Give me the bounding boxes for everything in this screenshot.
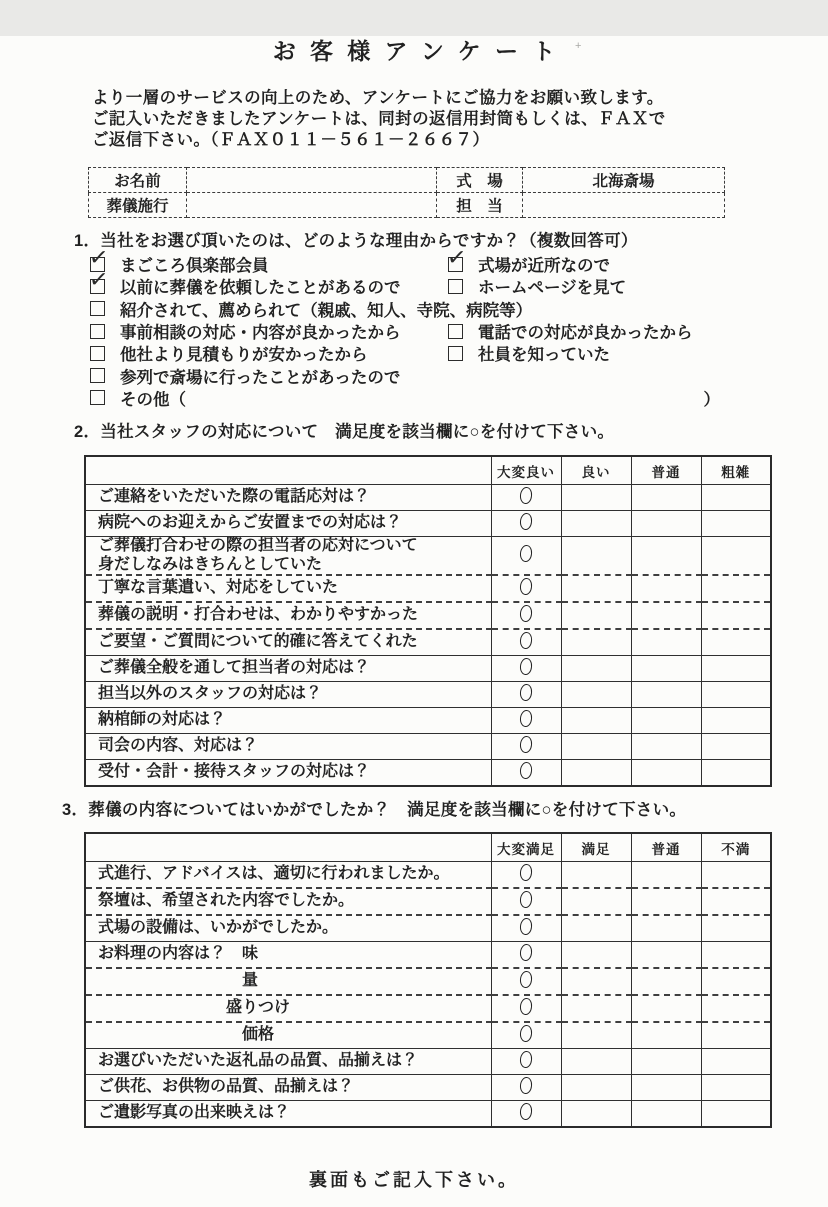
- question-cell: [85, 995, 491, 1022]
- rating-cell[interactable]: [491, 682, 561, 708]
- rating-cell[interactable]: [561, 915, 631, 942]
- question-cell: [85, 1022, 491, 1049]
- circle-mark: [519, 545, 532, 563]
- circle-mark: [519, 684, 532, 702]
- choice-option: [448, 341, 610, 365]
- rating-cell[interactable]: [701, 760, 771, 787]
- rating-cell[interactable]: [631, 888, 701, 915]
- question-cell: [85, 968, 491, 995]
- rating-cell[interactable]: [631, 1022, 701, 1049]
- rating-cell[interactable]: [631, 915, 701, 942]
- rating-cell[interactable]: [491, 602, 561, 629]
- circle-mark: [519, 1025, 532, 1043]
- choice-label: 紹介されて、薦められて（親戚、知人、寺院、病院等）: [120, 301, 533, 320]
- circle-mark: [519, 762, 532, 780]
- rating-cell[interactable]: [491, 1075, 561, 1101]
- rating-column-header: 満足: [561, 833, 631, 862]
- check-icon: ✓: [87, 242, 110, 271]
- choice-label: 電話での対応が良かったから: [478, 324, 693, 343]
- circle-mark: [519, 487, 532, 505]
- rating-cell[interactable]: [561, 995, 631, 1022]
- rating-row: [85, 511, 771, 537]
- rating-cell[interactable]: [701, 682, 771, 708]
- rating-cell[interactable]: [631, 511, 701, 537]
- rating-row: [85, 760, 771, 787]
- rating-cell[interactable]: [701, 1049, 771, 1075]
- choice-label: 以前に葬儀を依頼したことがあるので: [120, 279, 401, 298]
- rating-cell[interactable]: [561, 682, 631, 708]
- info-row: [89, 193, 725, 218]
- rating-row: [85, 537, 771, 576]
- question-cell: [85, 888, 491, 915]
- rating-row: [85, 862, 771, 889]
- rating-cell[interactable]: [561, 485, 631, 511]
- rating-cell[interactable]: [561, 760, 631, 787]
- check-icon: ✓: [445, 242, 468, 271]
- rating-cell[interactable]: [561, 1075, 631, 1101]
- checkbox[interactable]: [448, 279, 463, 294]
- question-text: 担当以外のスタッフの対応は？: [98, 685, 323, 703]
- rating-cell[interactable]: [701, 888, 771, 915]
- rating-cell[interactable]: [631, 1101, 701, 1128]
- choice-label: 事前相談の対応・内容が良かったから: [120, 324, 401, 343]
- rating-cell[interactable]: [701, 734, 771, 760]
- question-cell: [85, 734, 491, 760]
- rating-cell[interactable]: [491, 485, 561, 511]
- intro-paragraph: [92, 88, 828, 151]
- question-cell: [85, 575, 491, 602]
- choice-row: [90, 320, 738, 342]
- question-cell: [85, 942, 491, 969]
- rating-cell[interactable]: [701, 968, 771, 995]
- rating-column-header: 普通: [631, 833, 701, 862]
- checkbox[interactable]: [448, 324, 463, 339]
- question-text: 病院へのお迎えからご安置までの対応は？: [98, 514, 403, 532]
- question-text: お料理の内容は？ 味: [98, 945, 259, 963]
- circle-mark: [519, 578, 532, 596]
- intro-line: ご返信下さい。（ＦＡＸ０１１－５６１－２６６７）: [92, 131, 490, 149]
- staff-rating-table: [84, 455, 772, 787]
- choice-option: [90, 386, 448, 410]
- choice-label: その他（: [120, 390, 186, 409]
- rating-column-header: 大変良い: [491, 456, 561, 485]
- rating-cell[interactable]: [631, 1049, 701, 1075]
- rating-header-row: [85, 456, 771, 485]
- question-cell: [85, 760, 491, 787]
- rating-cell[interactable]: [701, 1075, 771, 1101]
- rating-cell[interactable]: [561, 708, 631, 734]
- rating-cell[interactable]: [491, 656, 561, 682]
- circle-mark: [519, 1103, 532, 1121]
- rating-cell[interactable]: [701, 511, 771, 537]
- page-title: お客様アンケート: [272, 38, 570, 64]
- other-close-paren: ）: [703, 390, 720, 409]
- rating-row: [85, 888, 771, 915]
- rating-column-header: 大変満足: [491, 833, 561, 862]
- rating-cell[interactable]: [631, 682, 701, 708]
- question-cell: [85, 511, 491, 537]
- circle-mark: [519, 891, 532, 909]
- rating-row: [85, 1101, 771, 1128]
- question-cell: [85, 629, 491, 656]
- rating-cell[interactable]: [561, 942, 631, 969]
- rating-header-row: [85, 833, 771, 862]
- rating-row: [85, 1049, 771, 1075]
- rating-cell[interactable]: [491, 629, 561, 656]
- rating-row: [85, 629, 771, 656]
- rating-cell[interactable]: [561, 888, 631, 915]
- rating-cell[interactable]: [491, 708, 561, 734]
- rating-cell[interactable]: [701, 1022, 771, 1049]
- choice-option: [90, 364, 448, 388]
- rating-row: [85, 656, 771, 682]
- rating-row: [85, 1022, 771, 1049]
- rating-row: [85, 708, 771, 734]
- rating-row: [85, 734, 771, 760]
- info-label: お名前: [89, 168, 187, 193]
- circle-mark: [519, 513, 532, 531]
- info-value-field[interactable]: 北海斎場: [523, 168, 725, 193]
- checkbox[interactable]: [90, 368, 105, 383]
- checkbox[interactable]: [448, 346, 463, 361]
- question-cell: [85, 708, 491, 734]
- question-text: 司会の内容、対応は？: [98, 737, 259, 755]
- rating-cell[interactable]: [491, 575, 561, 602]
- choice-option: [445, 242, 610, 276]
- rating-row: [85, 995, 771, 1022]
- rating-cell[interactable]: [631, 760, 701, 787]
- choice-label: 式場が近所なので: [478, 257, 610, 276]
- rating-cell[interactable]: [631, 537, 701, 576]
- rating-row: [85, 575, 771, 602]
- rating-column-header: 良い: [561, 456, 631, 485]
- question-cell: [85, 915, 491, 942]
- question-cell: [85, 1075, 491, 1101]
- choice-option: [90, 341, 448, 365]
- question-text: 丁寧な言葉遣い、対応をしていた: [98, 579, 339, 597]
- checkbox[interactable]: [445, 242, 468, 272]
- question-cell: [85, 485, 491, 511]
- rating-cell[interactable]: [561, 602, 631, 629]
- rating-cell[interactable]: [701, 708, 771, 734]
- check-icon: ✓: [87, 265, 110, 293]
- rating-cell[interactable]: [491, 734, 561, 760]
- question-text: 式場の設備は、いかがでしたか。: [98, 919, 339, 937]
- rating-cell[interactable]: [561, 734, 631, 760]
- question-text: ご連絡をいただいた際の電話応対は？: [98, 488, 371, 506]
- rating-cell[interactable]: [701, 1101, 771, 1128]
- respondent-info-table: [88, 167, 725, 218]
- choice-option: [448, 319, 693, 343]
- circle-mark: [519, 710, 532, 728]
- rating-cell[interactable]: [701, 862, 771, 889]
- rating-cell[interactable]: [491, 511, 561, 537]
- rating-row: [85, 682, 771, 708]
- checkbox[interactable]: [90, 301, 105, 316]
- rating-cell[interactable]: [491, 942, 561, 969]
- question-cell: [85, 862, 491, 889]
- rating-column-header: 粗雑: [701, 456, 771, 485]
- circle-mark: [519, 605, 532, 623]
- rating-cell[interactable]: [701, 629, 771, 656]
- question-text: お選びいただいた返礼品の品質、品揃えは？: [98, 1052, 419, 1070]
- question-cell: [85, 537, 491, 576]
- question-cell: [85, 682, 491, 708]
- question-text: 盛りつけ: [98, 999, 291, 1017]
- checkbox[interactable]: [90, 346, 105, 361]
- rating-row: [85, 1075, 771, 1101]
- choice-label: まごころ倶楽部会員: [120, 257, 269, 276]
- choice-option: [448, 274, 626, 298]
- question-text: ご供花、お供物の品質、品揃えは？: [98, 1078, 355, 1096]
- rating-cell[interactable]: [561, 629, 631, 656]
- choice-option: [90, 297, 533, 321]
- rating-cell[interactable]: [491, 888, 561, 915]
- question3-heading: 3．葬儀の内容についてはいかがでしたか？ 満足度を該当欄に○を付けて下さい。: [62, 801, 687, 820]
- circle-mark: [519, 864, 532, 882]
- question-text: 量: [98, 972, 259, 990]
- question-column-header: [85, 833, 491, 862]
- choice-row: [90, 342, 738, 364]
- rating-cell[interactable]: [491, 1049, 561, 1075]
- footer-note: 裏面もご記入下さい。: [309, 1170, 519, 1191]
- scan-artifact-plus: +: [575, 40, 582, 52]
- question-text: 祭壇は、希望された内容でしたか。: [98, 892, 355, 910]
- checkbox[interactable]: [90, 390, 105, 405]
- rating-cell[interactable]: [631, 575, 701, 602]
- circle-mark: [519, 632, 532, 650]
- rating-cell[interactable]: [491, 968, 561, 995]
- choice-label: 他社より見積もりが安かったから: [120, 346, 368, 365]
- question-text: 受付・会計・接待スタッフの対応は？: [98, 763, 371, 781]
- rating-row: [85, 915, 771, 942]
- question-text: 納棺師の対応は？: [98, 711, 227, 729]
- question-cell: [85, 1049, 491, 1075]
- circle-mark: [519, 736, 532, 754]
- choice-label: 社員を知っていた: [478, 346, 610, 365]
- rating-cell[interactable]: [561, 511, 631, 537]
- intro-line: より一層のサービスの向上のため、アンケートにご協力をお願い致します。: [92, 89, 664, 107]
- circle-mark: [519, 658, 532, 676]
- rating-cell[interactable]: [561, 1101, 631, 1128]
- choice-option: [90, 319, 448, 343]
- rating-cell[interactable]: [631, 942, 701, 969]
- checkbox[interactable]: [87, 265, 110, 294]
- choice-row: [90, 387, 738, 409]
- rating-row: [85, 942, 771, 969]
- rating-cell[interactable]: [491, 760, 561, 787]
- rating-cell[interactable]: [701, 915, 771, 942]
- rating-column-header: 普通: [631, 456, 701, 485]
- question-cell: [85, 1101, 491, 1128]
- choice-row: [90, 364, 738, 386]
- rating-row: [85, 485, 771, 511]
- rating-cell[interactable]: [631, 656, 701, 682]
- choice-row: [90, 298, 738, 320]
- rating-cell[interactable]: [561, 656, 631, 682]
- rating-cell[interactable]: [631, 602, 701, 629]
- checkbox[interactable]: [90, 324, 105, 339]
- circle-mark: [519, 1077, 532, 1095]
- rating-cell[interactable]: [631, 995, 701, 1022]
- rating-cell[interactable]: [491, 862, 561, 889]
- question-text: ご遺影写真の出来映えは？: [98, 1104, 291, 1122]
- rating-cell[interactable]: [631, 968, 701, 995]
- rating-cell[interactable]: [701, 995, 771, 1022]
- question1-options: [87, 242, 738, 409]
- rating-cell[interactable]: [561, 862, 631, 889]
- question-text: ご葬儀全般を通して担当者の対応は？: [98, 659, 371, 677]
- rating-cell[interactable]: [561, 537, 631, 576]
- rating-cell[interactable]: [491, 915, 561, 942]
- question1-heading: 1．当社をお選び頂いたのは、どのような理由からですか？（複数回答可）: [74, 232, 638, 250]
- info-value-field[interactable]: [187, 168, 437, 193]
- question-text: 式進行、アドバイスは、適切に行われましたか。: [98, 865, 450, 883]
- rating-cell[interactable]: [631, 485, 701, 511]
- rating-cell[interactable]: [491, 995, 561, 1022]
- circle-mark: [519, 1051, 532, 1069]
- question-text: ご葬儀打合わせの際の担当者の応対について: [98, 537, 418, 555]
- choice-label: 参列で斎場に行ったことがあったので: [120, 368, 401, 387]
- choice-option: [87, 242, 448, 276]
- question-cell: [85, 656, 491, 682]
- rating-cell[interactable]: [701, 575, 771, 602]
- rating-cell[interactable]: [631, 862, 701, 889]
- circle-mark: [519, 944, 532, 962]
- choice-row: [87, 242, 738, 276]
- circle-mark: [519, 918, 532, 936]
- info-label: 葬儀施行: [89, 193, 187, 218]
- rating-cell[interactable]: [631, 734, 701, 760]
- circle-mark: [519, 971, 532, 989]
- question-text: 身だしなみはきちんとしていた: [98, 555, 323, 573]
- rating-cell[interactable]: [701, 485, 771, 511]
- intro-line: ご記入いただきましたアンケートは、同封の返信用封筒もしくは、ＦＡＸで: [92, 110, 666, 128]
- circle-mark: [519, 998, 532, 1016]
- rating-cell[interactable]: [491, 1101, 561, 1128]
- rating-cell[interactable]: [701, 537, 771, 576]
- info-label: 式 場: [437, 168, 523, 193]
- rating-cell[interactable]: [491, 537, 561, 576]
- rating-cell[interactable]: [701, 656, 771, 682]
- info-label: 担 当: [437, 193, 523, 218]
- scanned-survey-page: [0, 36, 828, 1207]
- question-text: 価格: [98, 1026, 275, 1044]
- question2-heading: 2．当社スタッフの対応について 満足度を該当欄に○を付けて下さい。: [74, 423, 615, 442]
- rating-cell[interactable]: [631, 629, 701, 656]
- rating-cell[interactable]: [701, 942, 771, 969]
- rating-cell[interactable]: [561, 1049, 631, 1075]
- rating-cell[interactable]: [561, 575, 631, 602]
- info-value-field[interactable]: [523, 193, 725, 218]
- question-text: 葬儀の説明・打合わせは、わかりやすかった: [98, 606, 419, 624]
- info-row: [89, 168, 725, 193]
- question-text: ご要望・ご質問について的確に答えてくれた: [98, 633, 418, 651]
- rating-cell[interactable]: [491, 1022, 561, 1049]
- rating-cell[interactable]: [561, 968, 631, 995]
- question-column-header: [85, 456, 491, 485]
- rating-cell[interactable]: [701, 602, 771, 629]
- content-rating-table: [84, 832, 772, 1128]
- choice-label: ホームページを見て: [478, 279, 627, 298]
- rating-row: [85, 968, 771, 995]
- rating-cell[interactable]: [631, 708, 701, 734]
- rating-column-header: 不満: [701, 833, 771, 862]
- rating-row: [85, 602, 771, 629]
- question-cell: [85, 602, 491, 629]
- rating-cell[interactable]: [561, 1022, 631, 1049]
- rating-cell[interactable]: [631, 1075, 701, 1101]
- info-value-field[interactable]: [187, 193, 437, 218]
